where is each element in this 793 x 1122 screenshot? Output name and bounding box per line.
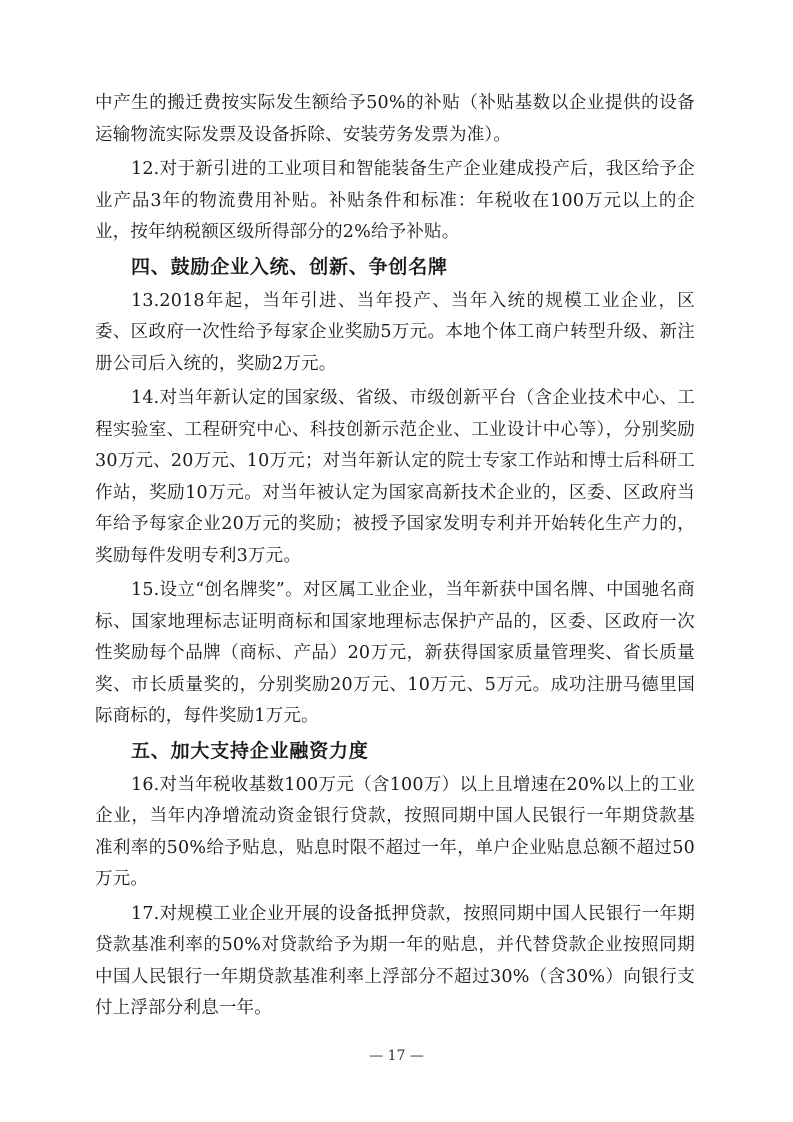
paragraph-item-16: 16.对当年税收基数100万元（含100万）以上且增速在20%以上的工业企业，当年内净增流动资金银行贷款，按照同期中国人民银行一年期贷款基准利率的50%给予贴息，贴息时限不超过一年，单户企业贴息总额不超过50万元。 <box>95 774 695 889</box>
paragraph-item-17: 17.对规模工业企业开展的设备抵押贷款，按照同期中国人民银行一年期贷款基准利率的50%对贷款给予为期一年的贴息，并代替贷款企业按照同期中国人民银行一年期贷款基准利率上浮部分不超过30%（含30%）向银行支付上浮部分利息一年。 <box>95 903 695 1018</box>
paragraph-relocation-subsidy: 中产生的搬迁费按实际发生额给予50%的补贴（补贴基数以企业提供的设备运输物流实际发票及设备拆除、安装劳务发票为准）。 <box>95 93 695 145</box>
section-heading-4: 四、鼓励企业入统、创新、争创名牌 <box>131 255 448 278</box>
page-number: — 17 — <box>369 1048 424 1064</box>
section-heading-5: 五、加大支持企业融资力度 <box>131 739 369 762</box>
paragraph-item-13: 13.2018年起，当年引进、当年投产、当年入统的规模工业企业，区委、区政府一次性给予每家企业奖励5万元。本地个体工商户转型升级、新注册公司后入统的，奖励2万元。 <box>95 290 695 374</box>
paragraph-item-14: 14.对当年新认定的国家级、省级、市级创新平台（含企业技术中心、工程实验室、工程研究中心、科技创新示范企业、工业设计中心等），分别奖励30万元、20万元、10万元；对当年新认定的院士专家工作站和博士后科研工作站，奖励10万元。对当年被认定为国家高新技术企业的，区委、区政府当年给予每家企业20万元的奖励；被授予国家发明专利并开始转化生产力的，奖励每件发明专利3万元。 <box>95 388 695 566</box>
document-body <box>95 88 695 1025</box>
paragraph-item-12: 12.对于新引进的工业项目和智能装备生产企业建成投产后，我区给予企业产品3年的物流费用补贴。补贴条件和标准：年税收在100万元以上的企业，按年纳税额区级所得部分的2%给予补贴。 <box>95 159 695 242</box>
paragraph-item-15: 15.设立“创名牌奖”。对区属工业企业，当年新获中国名牌、中国驰名商标、国家地理标志证明商标和国家地理标志保护产品的，区委、区政府一次性奖励每个品牌（商标、产品）20万元，新获得国家质量管理奖、省长质量奖、市长质量奖的，分别奖励20万元、10万元、5万元。成功注册马德里国际商标的，每件奖励1万元。 <box>95 580 695 726</box>
